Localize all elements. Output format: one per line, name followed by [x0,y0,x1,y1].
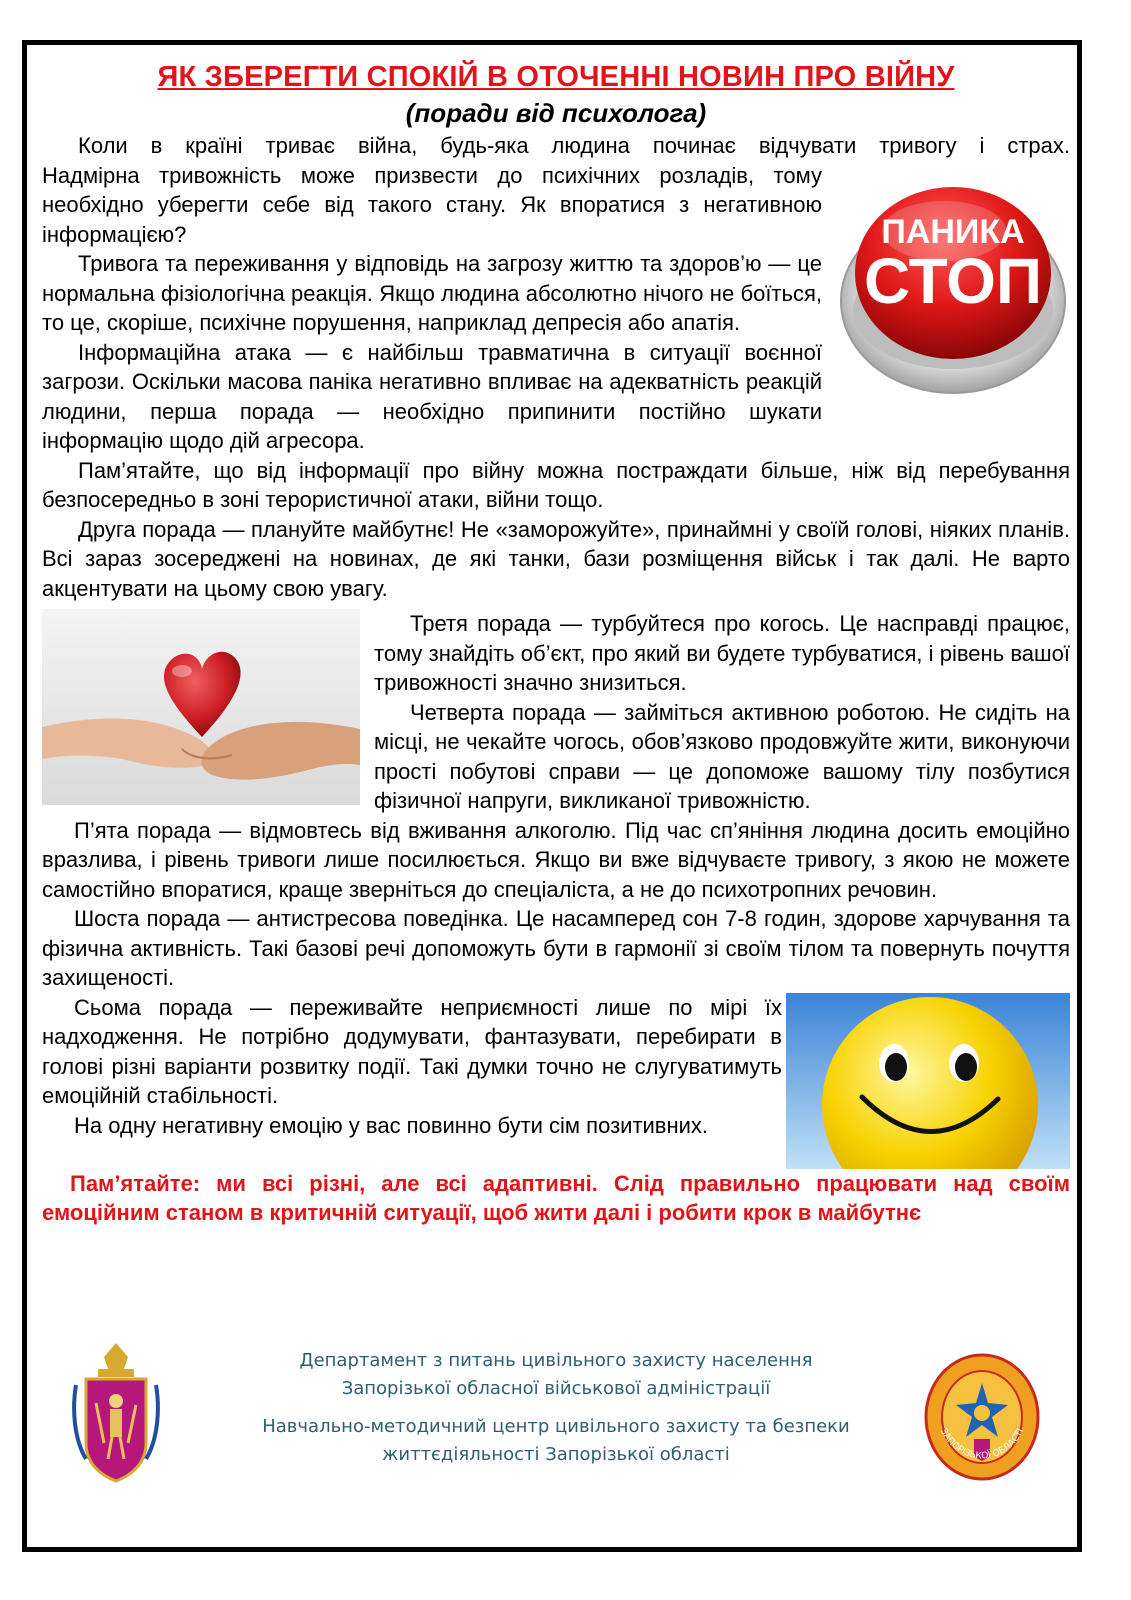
footer [42,1335,1070,1530]
paragraph-3: Інформаційна атака — є найбільш травматична в ситуації воєнної загрози. Оскільки масова паніка негативно впливає на адекватність реакцій людини, перша порада — необхідно припинити постійно шукати інформацію щодо дій агресора. [42,339,822,453]
closing-message: Пам’ятайте: ми всі різні, але всі адаптивні. Слід правильно працювати над своїм емоційним станом в критичній ситуації, щоб жити далі і робити крок в майбутнє [42,1170,1070,1225]
paragraph-9: Шоста порада — антистресова поведінка. Це насамперед сон 7-8 годин, здорове харчування та фізична активність. Такі базові речі допоможуть бути в гармонії зі своїм тілом та повернуть почуття захищеності. [42,906,1070,990]
article [42,58,1070,1228]
paragraph-7: Четверта порада — займіться активною роботою. Не сидіть на місці, не чекайте чогось, обов’язково продовжуйте жити, виконуючи прості побутові справи — це допоможе вашому тілу позбутися фізичної напруги, викликаної тривожністю. [374,699,1070,813]
paragraph-5: Друга порада — плануйте майбутнє! Не «заморожуйте», принаймні у своїй голові, ніяких планів. Всі зараз зосереджені на новинах, де які танки, бази розміщення військ і так далі. Не варто акцентувати на цьому свою увагу. [42,516,1070,601]
emblem-caption: ЗАПОРІЗЬКОЇ ОБЛАСТІ [937,1427,1027,1462]
heart-hands-icon [42,609,360,805]
page-title: ЯК ЗБЕРЕГТИ СПОКІЙ В ОТОЧЕННІ НОВИН ПРО ВІЙНУ [157,61,955,93]
smiley-image [786,993,1070,1169]
paragraph-intro-line1: Коли в країні триває війна, будь-яка людина починає відчувати тривогу і страх. [78,133,1070,158]
paragraph-4: Пам’ятайте, що від інформації про війну можна постраждати більше, ніж від перебування безпосередньо в зоні терористичної атаки, війни тощо. [42,457,1070,512]
paragraph-2: Тривога та переживання у відповідь на загрозу життю та здоров’ю — це нормальна фізіологічна реакція. Якщо людина абсолютно нічого не боїться, то це, скоріше, психічне порушення, наприклад депресія або апатія. [42,251,822,335]
panic-stop-button-icon [836,161,1070,401]
paragraph-intro-rest: Надмірна тривожність може призвести до психічних розладів, тому необхідно уберегти себе від такого стану. Як впоратися з негативною інформацією? [42,162,822,247]
department-name-line2: Запорізької обласної військової адміністрації [341,1378,771,1399]
panic-stop-image [836,161,1070,401]
training-center-line1: Навчально-методичний центр цивільного захисту та безпеки [262,1416,850,1437]
training-center-emblem-icon [922,1353,1042,1483]
department-name-line1: Департамент з питань цивільного захисту населення [299,1350,813,1371]
paragraph-10: Сьома порада — переживайте неприємності лише по мірі їх надходження. Не потрібно додумувати, фантазувати, перебирати в голові різні варіанти розвитку події. Такі думки точно не слугуватимуть емоційній стабільності. [42,994,782,1108]
heart-in-hands-image [42,609,360,805]
smiley-face-icon [786,993,1070,1169]
panic-label: ПАНИКА [881,212,1025,251]
training-center-line2: життєдіяльності Запорізької області [382,1444,730,1465]
paragraph-6: Третя порада — турбуйтеся про когось. Це насправді працює, тому знайдіть об’єкт, про який ви будете турбуватися, і рівень вашої тривожності значно знизиться. [374,611,1070,695]
page-subtitle: (поради від психолога) [405,98,707,128]
paragraph-11: На одну негативну емоцію у вас повинно бути сім позитивних. [74,1112,709,1138]
paragraph-8: П’ята порада — відмовтесь від вживання алкоголю. Під час сп’яніння людина досить емоційно вразлива, і рівень тривоги лише посилюється. Якщо ви вже відчуваєте тривогу, з якою не можете самостійно впоратися, краще зверніться до спеціаліста, а не до психотропних речовин. [42,817,1070,902]
stop-label: СТОП [864,244,1042,317]
